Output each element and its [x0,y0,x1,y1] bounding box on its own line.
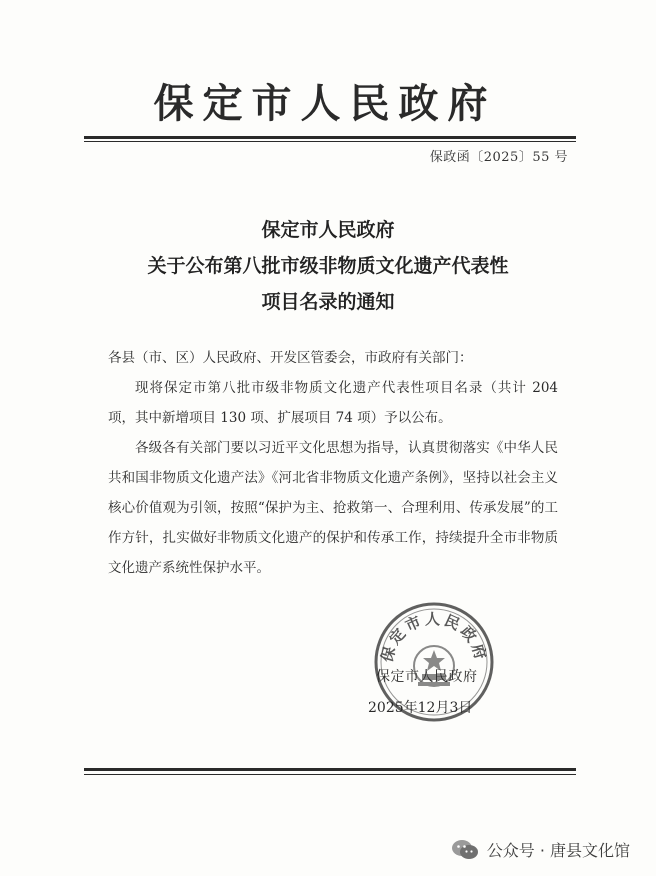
header-rule-thick [84,136,576,139]
title-line-1: 保定市人民政府 [261,219,395,241]
title-line-3: 项目名录的通知 [261,291,395,313]
document-body [108,343,558,583]
title-line-2: 关于公布第八批市级非物质文化遗产代表性 [147,255,509,277]
body-paragraph-1: 现将保定市第八批市级非物质文化遗产代表性项目名录（共计 204 项，其中新增项目 130 项、扩展项目 74 项）予以公布。 [108,380,558,426]
footer-rule-thin [84,774,576,775]
issuer-header: 保定市人民政府 [153,80,497,127]
watermark-text: 公众号 · 唐县文化馆 [486,841,630,860]
wechat-icon [451,839,479,861]
svg-text:保定市人民政府: 保定市人民政府 [377,610,491,665]
footer-rule-thick [84,768,576,771]
watermark [451,838,630,861]
signature-organization: 保定市人民政府 [376,669,478,685]
signature-date: 2025年12月3日 [368,700,473,716]
header-rule-thin [84,141,576,142]
document-number: 保政函〔2025〕55 号 [429,150,568,165]
body-paragraph-2: 各级各有关部门要以习近平文化思想为指导，认真贯彻落实《中华人民共和国非物质文化遗产法》《河北省非物质文化遗产条例》，坚持以社会主义核心价值观为引领，按照“保护为主、抢救第一、合理利用、传承发展”的工作方针，扎实做好非物质文化遗产的保护和传承工作，持续提升全市非物质文化遗产系统性保护水平。 [108,440,558,576]
salutation: 各县（市、区）人民政府、开发区管委会，市政府有关部门： [108,350,473,366]
